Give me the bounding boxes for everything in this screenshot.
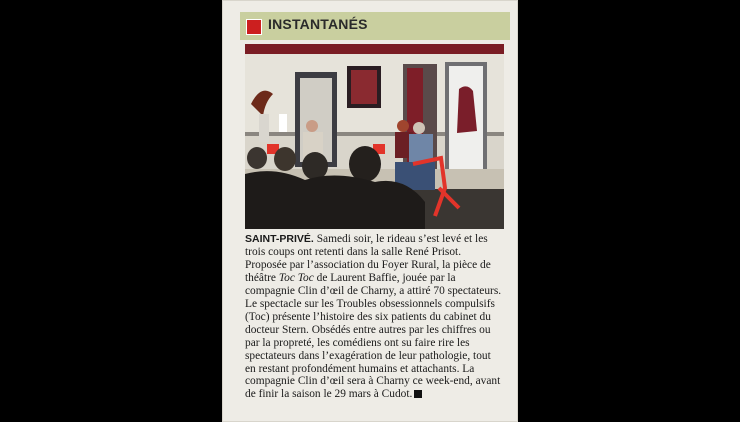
theatre-photo (245, 44, 504, 229)
section-header (240, 12, 510, 40)
end-of-article-icon (414, 390, 422, 398)
article-body-part-1: Samedi soir, le rideau s’est levé et les trois coups ont retenti dans la salle René Prisot. Proposée par l’association du Foyer Rural, la pièce de théâtre (245, 233, 491, 284)
section-title: INSTANTANÉS (268, 16, 368, 32)
article-place: SAINT-PRIVÉ. (245, 233, 314, 245)
section-marker-icon (246, 19, 262, 35)
article-text (245, 233, 503, 401)
stage-scene-image (245, 44, 504, 229)
article-body-part-2: de Laurent Baffie, jouée par la compagnie Clin d’œil de Charny, a attiré 70 spectateurs. Le spectacle sur les Troubles obsessionnels compulsifs (Toc) présente l’histoire des six patients du cabinet du docteur Stern. Obsédés entre autres par les chiffres ou par la propreté, les comédiens ont su faire rire les spectateurs dans l’exagération de leur pathologie, tout en restant profondément humains et attachants. La compagnie Clin d’œil sera à Charny ce week-end, avant de finir la saison le 29 mars à Cudot. (245, 271, 502, 401)
play-title: Toc Toc (278, 271, 314, 284)
